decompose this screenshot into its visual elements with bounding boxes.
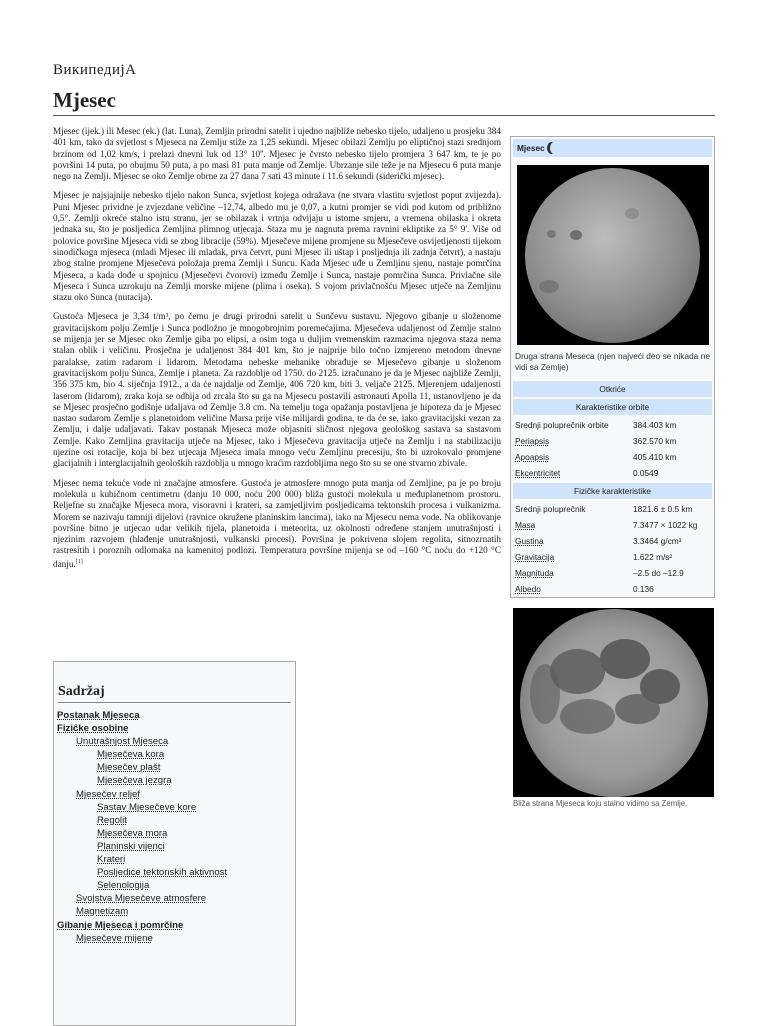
- toc-item-label[interactable]: Mjesečeva kora: [97, 749, 165, 761]
- infobox-row: [511, 517, 714, 533]
- far-side-moon-photo: [525, 168, 700, 343]
- far-side-moon-image[interactable]: [517, 165, 709, 345]
- infobox-section-orbit: Karakteristike orbite: [513, 399, 712, 415]
- infobox-row-label[interactable]: Apoapsis: [515, 452, 550, 462]
- toc-item[interactable]: [54, 827, 295, 840]
- article-paragraph-3: Gustoća Mjeseca je 3,34 t/m³, po čemu je drugi prirodni satelit u Sunčevu sustavu. Njegovo gibanje u složenome gravitacijskom polju Zemlje i Sunca podložno je mnogobrojnim poremećajima. Mjesečeva udaljenost od Zemlje stalno se mijenja jer se Mjesec oko Zemlje giba po elipsi, a osim toga u duljim vremenskim razmacima njegova staza nema stalan oblik i veličinu. Prosječna je udaljenost 384 401 km, što je najprije bilo točno izmjereno metodom dnevne paralakse, zatim radarom i lidarom. Metodama nebeske mehanike obrađuje se Mjesečevo gibanje u složenom gravitacijskom polju Sunca, Zemlje i planeta. Za razdoblje od 1750. do 2125. izračunano je da je Mjesec najbliže Zemlji, 356 375 km, bio 4. siječnja 1912., a da će najdalje od Zemlje, 406 720 km, biti 3. veljače 2125. Mjerenjem udaljenosti laserom (lidarom), zraka koja se odbija od zrcala što su ga na Mjesecu postavili astronauti Apolla 11, ustanovljeno je da se Mjesec prosječno godišnje udaljava od Zemlje 3.8 cm. Na temelju toga opažanja postavljena je hipoteza da je Mjesec nastao sudarom Zemlje s planetoidom veličine Marsa prije više milijardi godina, te da će se, iako gravitacijski vezan za Zemlju, i dalje udaljavati. Takav postanak Mjeseca može objasniti sličnost njegova geološkog sastava sa sastavom Zemlje. Kako Zemljina gravitacija utječe na Mjesec, tako i Mjesečeva gravitacija utječe na Zemlju i na stabilizaciju njezine osi rotacije, koja bi bez utjecaja Mjeseca imala mnogo veću Zemljinu precesiju, što bi uzrokovalo promjene glacijalnih i interglacijalnih geoloških razdoblja u mnogo kraćim razdobljima nego što su se one stvarno zbivale.: [53, 311, 501, 469]
- infobox-row-value: 405.410 km: [633, 452, 677, 462]
- near-side-image-caption: Bliža strana Mjeseca koju stalno vidimo sa Zemlje.: [513, 799, 688, 808]
- infobox-row: [511, 433, 714, 449]
- toc-item[interactable]: [54, 853, 295, 866]
- article-paragraph-4-text: Mjesec nema tekuće vode ni značajne atmosfere. Gustoća je atmosfere mnogo puta manja od Zemljine, pa je po broju molekula u kubičnom centimetru (danju 10 000, noću 200 000) bliža gustoći molekula u međuplanetnom prostoru. Reljefne su značajke Mjeseca mora, visoravni i krateri, sa zamjetljivim posljedicama tektonskih procesa i vulkanizma. Morem se nazivaju tamniji dijelovi (ravnice okružene planinskim lancima), iako na Mjesecu nema vode. Na oblikovanje površine bitno je utjecao udar velikih tijela, planetoida i meteorita, uz okolnosti određene stanjem unutrašnjosti i njezinim razvojem (hlađenje unutrašnjosti, vulkanski procesi). Površina je pokrivena slojem regolita, sitnozrnatih rastresitih i poroznih odlomaka na kamenitoj podlozi. Temperatura površine mijenja se od –160 °C noću do +120 °C danju.: [53, 477, 501, 569]
- title-divider: [53, 115, 715, 116]
- infobox-row-label[interactable]: Periapsis: [515, 436, 550, 446]
- infobox-row-value: 1821.6 ± 0.5 km: [633, 504, 693, 514]
- toc-title: Sadržaj: [58, 684, 291, 703]
- toc-item-label[interactable]: Magnetizam: [76, 906, 129, 918]
- infobox-row-label[interactable]: Masa: [515, 520, 536, 530]
- toc-item[interactable]: [54, 866, 295, 879]
- toc-item[interactable]: [54, 814, 295, 827]
- wikipedia-logo[interactable]: ВикипедијА: [53, 62, 137, 78]
- infobox-header: [513, 139, 712, 157]
- infobox-row: [511, 465, 714, 481]
- toc-item[interactable]: [54, 892, 295, 905]
- table-of-contents: [53, 661, 296, 1026]
- article-paragraph-4: [53, 478, 501, 570]
- toc-item-label[interactable]: Sastav Mjesečeve kore: [97, 801, 197, 813]
- toc-item-label[interactable]: Selenologija: [97, 880, 150, 892]
- infobox-section-physical: Fiziĉke karakteristike: [513, 483, 712, 499]
- article-paragraph-1: Mjesec (ijek.) ili Mesec (ek.) (lat. Luna), Zemljin prirodni satelit i ujedno najbliže nebesko tijelo, udaljeno u prosjeku 384 401 km, tako da svjetlost s Mjeseca na Zemlju stiže za 1,25 sekundi. Mjesec obilazi Zemlju po eliptičnoj stazi srednjom brzinom od 1,02 km/s, i prelazi dnevni luk od 13° 10''. Mjesec je čvrsto nebesko tijelo promjera 3 647 km, te je po površini 14 puta, po obujmu 50 puta, a po masi 81 puta manje od Zemlje. Ubrzanje sile teže je na Mjesecu 6 puta manje nego na Zemlji. Mjesec se oko Zemlje obrne za 27 dana 7 sati 43 minute i 11.6 sekundi (siderički mjesec).: [53, 126, 501, 182]
- infobox-row-label[interactable]: Albedo: [515, 584, 541, 594]
- near-side-moon-image[interactable]: [513, 608, 714, 797]
- toc-item[interactable]: [54, 879, 295, 892]
- toc-item-label[interactable]: Planinski vijenci: [97, 840, 165, 852]
- crescent-moon-icon: [550, 142, 559, 154]
- infobox-row-label[interactable]: Ekcentricitet: [515, 468, 561, 478]
- toc-item[interactable]: [54, 788, 295, 801]
- infobox-row: [511, 501, 714, 517]
- infobox-row: [511, 417, 714, 433]
- toc-item-label[interactable]: Regolit: [97, 814, 127, 826]
- toc-item-label[interactable]: Svojstva Mjesečeve atmosfere: [76, 893, 207, 905]
- toc-item[interactable]: [54, 722, 295, 735]
- infobox-row-label[interactable]: Magnituda: [515, 568, 554, 578]
- toc-item-label[interactable]: Mjesečeva jezgra: [97, 775, 172, 787]
- infobox-row: [511, 533, 714, 549]
- infobox-row: [511, 581, 714, 597]
- toc-item-label[interactable]: Posljedice tektonskih aktivnost: [97, 867, 228, 879]
- infobox-row-value: 3.3464 g/cm³: [633, 536, 682, 546]
- toc-item[interactable]: [54, 932, 295, 945]
- infobox-image-caption: Druga strana Meseca (njen najveći deo se nikada ne vidi sa Zemlje): [515, 351, 710, 372]
- toc-item[interactable]: [54, 905, 295, 918]
- article-body: [53, 126, 501, 578]
- infobox-title: Mjesec: [517, 143, 545, 153]
- infobox-row: [511, 449, 714, 465]
- article-paragraph-2: Mjesec je najsjajnije nebesko tijelo nakon Sunca, svjetlost kojega odražava (ne stvara vlastitu svjetlost poput zvijezda). Puni Mjesec prividne je zvjezdane veličine –12,74, albedo mu je 0,07, a kutni promjer se vidi pod kutom od približno 0,5°. Zemlji okreće stalno istu stranu, jer se obilazak i vrtnja odvijaju u istome smjeru, a vremena obilaska i okreta jednaka su, što je posljedica Zemljina plimnog utjecaja. Staza mu je nagnuta prema ravnini ekliptike za 5° 9'. Više od polovice površine Mjeseca vidi se zbog libracije (59%). Mjesečeve mijene promjene su Mjesečeve osvijetljenosti tijekom sinodičkoga mjeseca (mladi Mjesec ili mladak, prva četvrt, puni Mjesec ili uštap i posljednja ili zadnja četvrt), a nastaju zbog stalne promjene Mjesečeva položaja prema Zemlji i Suncu. Kada Mjesec uđe u Zemljinu sjenu, nastaje pomrčina Mjeseca, a kada dođe u spojnicu (Mjesečevi čvorovi) između Zemlje i Sunca, nastaje pomrčina Sunca. Privlačne sile Mjeseca i Sunca uzrokuju na Zemlji morske mijene (plima i oseka). S vojom privlačnošću Mjesec utječe na Zemljinu stazu oko Sunca (nutacija).: [53, 190, 501, 303]
- toc-item[interactable]: [54, 801, 295, 814]
- near-side-moon-photo: [520, 609, 708, 797]
- footnote-ref[interactable]: [1]: [75, 558, 83, 565]
- infobox-row-value: 0.136: [633, 584, 654, 594]
- toc-list: [54, 709, 295, 945]
- infobox-row-label[interactable]: Gravitacija: [515, 552, 555, 562]
- infobox-row: [511, 549, 714, 565]
- infobox-row-value: 0.0549: [633, 468, 659, 478]
- infobox-row-label: Srednji polupreĉnik orbite: [515, 420, 609, 430]
- toc-item[interactable]: [54, 735, 295, 748]
- toc-item[interactable]: [54, 761, 295, 774]
- infobox-row-value: –2.5 do –12.9: [633, 568, 684, 578]
- toc-item-label[interactable]: Gibanje Mjeseca i pomrčine: [57, 919, 184, 931]
- toc-item[interactable]: [54, 774, 295, 787]
- toc-item[interactable]: [54, 919, 295, 932]
- toc-item-label[interactable]: Mjesečev reljef: [76, 788, 140, 800]
- toc-item-label[interactable]: Unutrašnjost Mjeseca: [76, 736, 169, 748]
- infobox-row-value: 1.622 m/s²: [633, 552, 673, 562]
- toc-item-label[interactable]: Mjesečeva mora: [97, 827, 168, 839]
- toc-item[interactable]: [54, 709, 295, 722]
- toc-item[interactable]: [54, 840, 295, 853]
- toc-item-label[interactable]: Mjesečev plašt: [97, 762, 161, 774]
- toc-item-label[interactable]: Fiziĉke osobine: [57, 723, 129, 735]
- toc-item-label[interactable]: Mjesečeve mijene: [76, 932, 153, 944]
- infobox-row-value: 7.3477 × 1022 kg: [633, 520, 698, 530]
- infobox: [510, 136, 715, 598]
- infobox-row: [511, 565, 714, 581]
- infobox-row-value: 384.403 km: [633, 420, 677, 430]
- toc-item-label[interactable]: Postanak Mjeseca: [57, 710, 140, 721]
- infobox-row-label[interactable]: Gustina: [515, 536, 544, 546]
- infobox-row-value: 362.570 km: [633, 436, 677, 446]
- page-title: Mjesec: [53, 88, 116, 112]
- infobox-section-discovery: Otkriće: [513, 381, 712, 397]
- infobox-row-label: Srednji polupreĉnik: [515, 504, 586, 514]
- toc-item[interactable]: [54, 748, 295, 761]
- toc-item-label[interactable]: Krateri: [97, 854, 126, 866]
